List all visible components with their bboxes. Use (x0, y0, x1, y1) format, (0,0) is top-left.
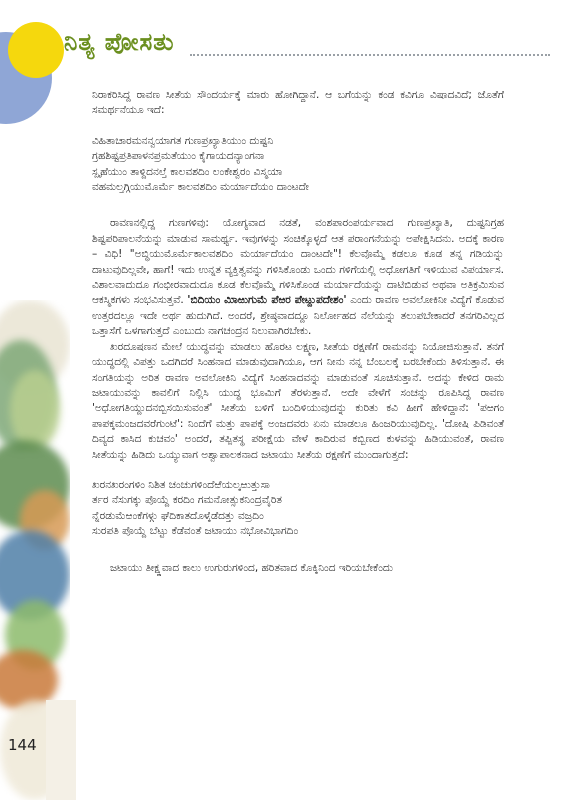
paragraph-1-text: ರಾವಣನಲ್ಲಿದ್ದ ಗುಣಗಳಿವು: ಯೋಗ್ಯವಾದ ನಡತೆ, ವಂಶಪಾರಂಪರ್ಯವಾದ ಗುಣಪ್ರಖ್ಯಾತಿ, ದುಷ್ಟನಿಗ್ರಹ ಶಿಷ್ಟಪರಿಪಾಲನೆಯನ್ನು ಮಾಡುವ ಸಾಮರ್ಥ್ಯ. ಇವುಗಳನ್ನು ಸಂಚಿಕ್ಕೊಳ್ಳದೆ ಆತ ಪರಾಂಗನೆಯನ್ನು ಅಪೇಕ್ಷಿಸಿದನು. ಅದಕ್ಕೆ ಕಾರಣ – ವಿಧಿ! "ಅಬ್ಧಿಯುಮೊರ್ಮೆಕಾಲವಶದಿಂ ಮರ್ಯಾದೆಯಂ ದಾಂಟದೇ"! ಕೆಲವೊಮ್ಮೆ ಕಡಲೂ ಕೂಡ ತನ್ನ ಗಡಿಯನ್ನು ದಾಟುವುದಿಲ್ಲವೇ, ಹಾಗೆ! ಇದು ಉನ್ನತ ವ್ಯಕ್ತಿತ್ವವನ್ನು ಗಳಿಸಿಕೊಂಡು ಒಂದು ಗಳಿಗೆಯಲ್ಲಿ ಅಧೋಗತಿಗೆ ಇಳಿಯುವ ವಿಪರ್ಯಾಸ. ವಿಶಾಲವಾದುದೂ ಗಂಭೀರವಾದುದೂ ಕೂಡ ಕೆಲವೊಮ್ಮೆ ಗಳಿಸಿಕೊಂಡ ಮರ್ಯಾದೆಯನ್ನು ದಾಟಿಬಿಡುವ ಅಥವಾ ಅತಿಕ್ರಮಿಸುವ ಆಕಸ್ಮಿಕಗಳು ಸಂಭವಿಸುತ್ತವೆ. (92, 217, 504, 307)
verse-line: ವಿಹಿತಾಚಾರಮನನ್ವಯಾಗತ ಗುಣಪ್ರಖ್ಯಾತಿಯುಂ ದುಷ್ಟನಿ (92, 134, 274, 147)
header-dotted-rule (190, 54, 550, 56)
verse-line: ನ್ನೆರಡುಮೆಱಂಕೆಗಳ್ಗು ಘೆದಿಕಾತದೊಳ್ಕೆಡೆದತ್ತು ವಜ್ರದಿಂ (92, 509, 264, 522)
paragraph-1-rest: ಎಂದು ರಾವಣ ಅವಲೋಕಿನೀ ವಿದ್ಯೆಗೆ ಕೊಡುವ ಉತ್ತರದಲ್ಲೂ ಇದೇ ಅರ್ಥ ಹುದುಗಿದೆ. ಅಂದರೆ, ಶ್ರೇಷ್ಠವಾದದ್ದೂ ನಿರ್ಲೋಹದ ನೆಲೆಯನ್ನು ತಲುಪಬೇಕಾದರೆ ತನಗರಿವಿಲ್ಲದ ಒತ್ತಾಸೆಗೆ ಒಳಗಾಗುತ್ತದೆ ಎಂಬುದು ನಾಗಚಂದ್ರನ ನಿಲುವಾಗಿರಬೇಕು. (92, 294, 504, 338)
verse-line: ರ್ತರ ನೆಸುಗಕ್ಕು ಪೊಯ್ದೆ ಕರದಿಂ ಗಮನೋತ್ಸುಕನಿಂದ್ರವೈರಿತ (92, 494, 282, 507)
main-text (92, 88, 504, 576)
page-number: 144 (8, 736, 37, 754)
header-decoration-yellow-circle (8, 22, 64, 78)
intro-paragraph: ನಿರಾಕರಿಸಿದ್ದ ರಾವಣ ಸೀತೆಯ ಸೌಂದರ್ಯಕ್ಕೆ ಮಾರು ಹೋಗಿದ್ದಾನೆ. ಆ ಬಗೆಯನ್ನು ಕಂಡ ಕವಿಗೂ ವಿಷಾದವಿದೆ; ಜೊತೆಗೆ ಸಮರ್ಥನೆಯೂ ಇದೆ: (92, 89, 504, 117)
verse-block-2 (92, 478, 504, 540)
paragraph-2: ಖರದೂಷಣನ ಮೇಲೆ ಯುದ್ಧವನ್ನು ಮಾಡಲು ಹೊರಟ ಲಕ್ಷ್ಮಣ, ಸೀತೆಯ ರಕ್ಷಣೆಗೆ ರಾಮನನ್ನು ನಿಯೋಜಿಸುತ್ತಾನೆ. ತನಗೆ ಯುದ್ಧದಲ್ಲಿ ವಿಪತ್ತು ಒದಗಿದರೆ ಸಿಂಹನಾದ ಮಾಡುವುದಾಗಿಯೂ, ಆಗ ನೀನು ನನ್ನ ಬೆಂಬಲಕ್ಕೆ ಬರಬೇಕೆಂದು ತಿಳಿಸುತ್ತಾನೆ. ಈ ಸಂಗತಿಯನ್ನು ಅರಿತ ರಾವಣ ಅವಲೋಕಿನಿ ವಿದ್ಯೆಗೆ ಸಿಂಹನಾದವನ್ನು ಮಾಡುವಂತೆ ಸೂಚಿಸುತ್ತಾನೆ. ಅದನ್ನು ಕೇಳಿದ ರಾಮ ಜಟಾಯುವನ್ನು ಕಾವಲಿಗೆ ನಿಲ್ಲಿಸಿ ಯುದ್ಧ ಭೂಮಿಗೆ ತೆರಳುತ್ತಾನೆ. ಅದೇ ವೇಳೆಗೆ ಸಂಚನ್ನು ರೂಪಿಸಿದ್ದ ರಾವಣ 'ಅಧೋಗತಿಯ್ದುದನಬ್ಬಿಸಯಿಸುವಂತೆ' ಸೀತೆಯ ಬಳಿಗೆ ಬಂದಿಳಿಯುವುದನ್ನು ಕುರಿತು ಕವಿ ಹೀಗೆ ಹೇಳಿದ್ದಾನೆ: 'ಪಱಗಂ ಪಾಪಕ್ಕಮಂಜದವರೆಗುಂಟೆ': ನಿಂದೆಗೆ ಮತ್ತು ಪಾಪಕ್ಕೆ ಅಂಜದವರು ಏನು ಮಾಡಲೂ ಹಿಂಜರಿಯುವುದಿಲ್ಲ. 'ದೋಷಿ ಪಿಡಿವಂತೆ ದಿವ್ಯದ ಕಾಸಿದ ಕುಚವಂ' ಅಂದರೆ, ತಪ್ಪಿತಸ್ಥ ಪರೀಕ್ಷೆಯ ವೇಳೆ ಕಾದಿರುವ ಕಬ್ಬಿಣದ ಕುಳವನ್ನು ಹಿಡಿಯುವಂತೆ, ರಾವಣ ಸೀತೆಯನ್ನು ಹಿಡಿದು ಒಯ್ಯುವಾಗ ಅಶ್ವಾಪಾಲಕನಾದ ಜಟಾಯು ಸೀತೆಯ ರಕ್ಷಣೆಗೆ ಮುಂದಾಗುತ್ತದೆ: (92, 340, 504, 461)
verse-block-1 (92, 134, 504, 196)
page-title: ನಿತ್ಯ ಪೋಸತು (64, 28, 175, 56)
verse-line: ಸ್ಪೃಹೆಯುಂ ತಾಳ್ದಿದನಲ್ತೆ ಕಾಲವಶದಿಂ ಲಂಕೇಶ್ವರಂ ವಿಸ್ಮಯಾ (92, 165, 283, 178)
verse-line: ಸುರಪತಿ ಪೊಯ್ದೆ ಬೆಟ್ಟು ಕೆಡೆವಂತೆ ಜಟಾಯು ನಭೋವಿಭಾಗದಿಂ (92, 525, 299, 538)
paragraph-1-quote: 'ಬಿದಿಯಂ ಮಿಾಱುಗುಮೆ ಪೆಱರ ಪೇಟ್ದುಪದೇಶಂ' (187, 294, 347, 307)
verse-line: ಗ್ರಹಶಿಷ್ಟಪ್ರತಿಪಾಳನಪ್ರಮತೆಯುಂ ಕೈಗಾಯದನ್ಯಾಂಗನಾ (92, 150, 265, 163)
verse-line: ವಹಮಲ್ತಗ್ಗಿಯುಮೊರ್ಮೆ ಕಾಲವಶದಿಂ ಮರ್ಯಾದೆಯಂ ದಾಂಟದೇ (92, 181, 309, 194)
verse-line: ಖರನಖರಂಗಳಿಂ ನಿಶಿತ ಚಂಚುಗಳಿಂದೆಱೆಯಲ್ಕಱುತ್ತುಸಾ (92, 478, 270, 491)
paragraph-3: ಜಟಾಯು ತೀಕ್ಷ್ಣವಾದ ಕಾಲು ಉಗುರುಗಳಿಂದ, ಹರಿತವಾದ ಕೊಕ್ಕಿನಿಂದ ಇರಿಯಬೇಕೆಂದು (110, 561, 393, 574)
paragraph-1 (92, 216, 504, 339)
page-corner-shade (46, 700, 76, 800)
